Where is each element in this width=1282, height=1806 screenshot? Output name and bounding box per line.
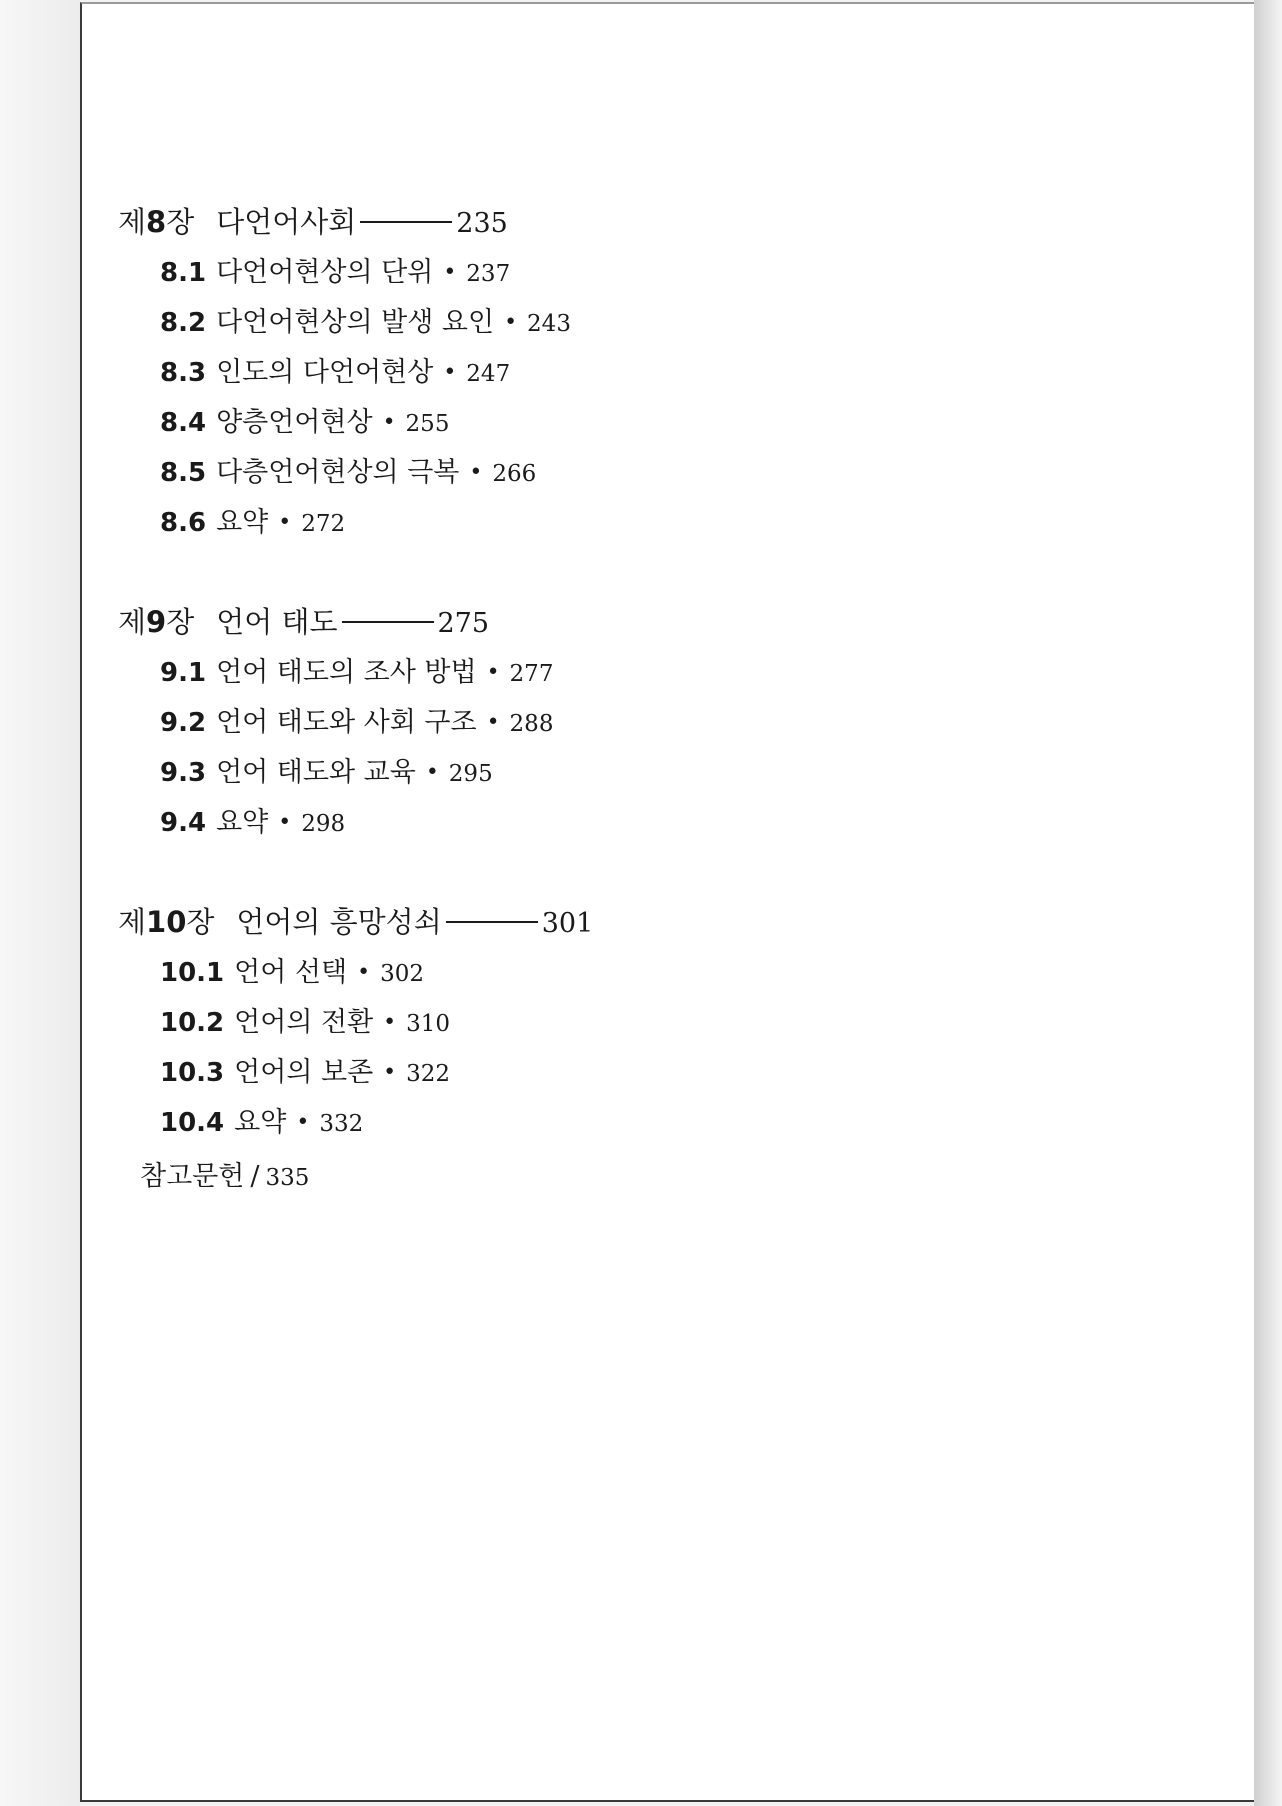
chapter-title: 다언어사회 bbox=[216, 205, 357, 239]
references-page-number: 335 bbox=[265, 1165, 310, 1191]
toc-item: 10.4 요약 • 332 bbox=[160, 1107, 364, 1138]
chapter-heading bbox=[118, 200, 1018, 250]
leader-dash bbox=[446, 921, 538, 923]
chapter-10 bbox=[118, 900, 1018, 1150]
toc-item: 9.3 언어 태도와 교육 • 295 bbox=[160, 757, 493, 788]
chapter-9 bbox=[118, 600, 1018, 850]
toc-item: 8.3 인도의 다언어현상 • 247 bbox=[160, 357, 511, 388]
toc-item: 8.6 요약 • 272 bbox=[160, 507, 346, 538]
chapter-page-number: 301 bbox=[541, 908, 594, 939]
leader-dash bbox=[342, 621, 434, 623]
spacer bbox=[118, 850, 1018, 900]
toc-item: 10.1 언어 선택 • 302 bbox=[160, 957, 424, 988]
chapter-page-number: 275 bbox=[437, 608, 490, 639]
page-shadow-right bbox=[1254, 0, 1282, 1806]
chapter-number: 제9장 bbox=[118, 605, 195, 639]
toc-item: 10.3 언어의 보존 • 322 bbox=[160, 1057, 451, 1088]
chapter-number: 제10장 bbox=[118, 905, 215, 939]
chapter-heading bbox=[118, 600, 1018, 650]
toc-item: 9.2 언어 태도와 사회 구조 • 288 bbox=[160, 707, 554, 738]
toc-item: 8.4 양층언어현상 • 255 bbox=[160, 407, 450, 438]
references-title: 참고문헌 bbox=[140, 1161, 245, 1192]
leader-dash bbox=[360, 221, 452, 223]
chapter-number: 제8장 bbox=[118, 205, 195, 239]
references-entry bbox=[118, 1154, 1018, 1204]
spacer bbox=[118, 550, 1018, 600]
chapter-title: 언어 태도 bbox=[216, 605, 338, 639]
toc-item: 10.2 언어의 전환 • 310 bbox=[160, 1007, 451, 1038]
toc-item: 8.1 다언어현상의 단위 • 237 bbox=[160, 257, 511, 288]
table-of-contents bbox=[118, 200, 1018, 1204]
toc-item: 9.4 요약 • 298 bbox=[160, 807, 346, 838]
toc-item: 9.1 언어 태도의 조사 방법 • 277 bbox=[160, 657, 554, 688]
toc-item: 8.2 다언어현상의 발생 요인 • 243 bbox=[160, 307, 571, 338]
chapter-heading bbox=[118, 900, 1018, 950]
chapter-8 bbox=[118, 200, 1018, 550]
chapter-title: 언어의 흥망성쇠 bbox=[236, 905, 442, 939]
references-separator: / bbox=[250, 1161, 260, 1192]
page-shadow-left bbox=[0, 0, 80, 1806]
toc-item: 8.5 다층언어현상의 극복 • 266 bbox=[160, 457, 537, 488]
chapter-page-number: 235 bbox=[456, 208, 508, 239]
